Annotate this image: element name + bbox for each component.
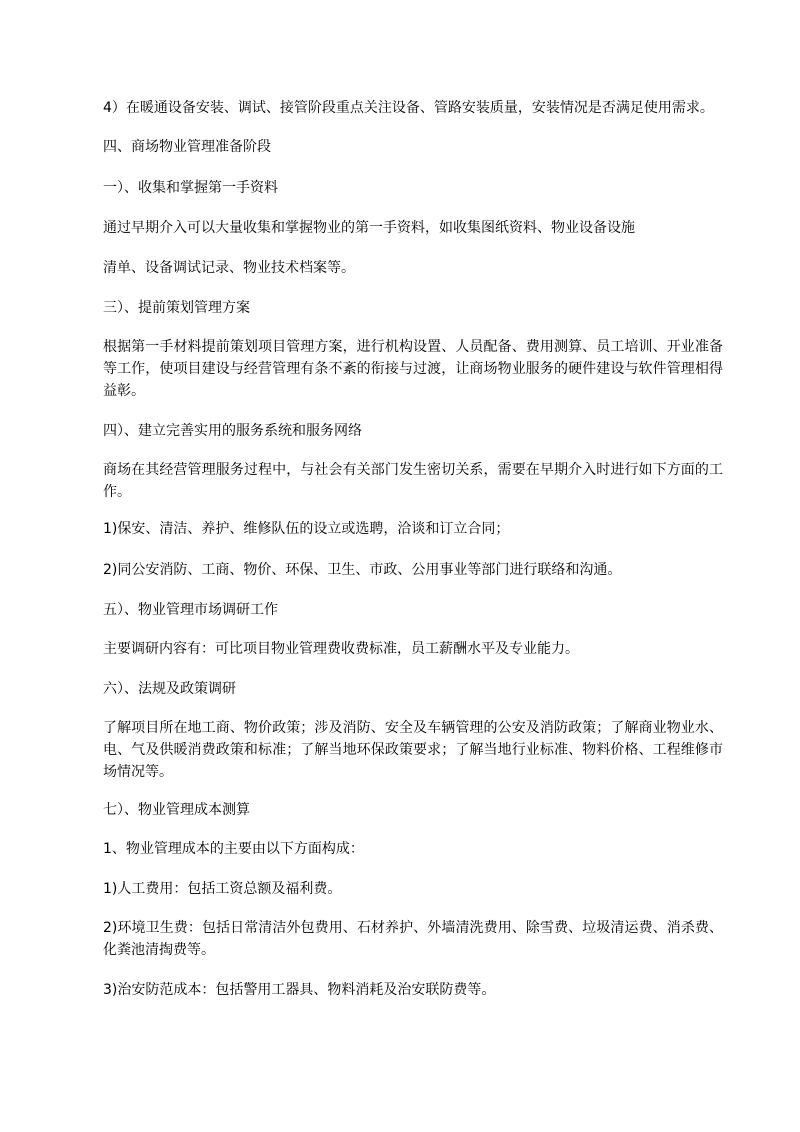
heading-market-research: 五）、物业管理市场调研工作 — [103, 602, 278, 618]
paragraph-policy-research: 了解项目所在地工商、物价政策；涉及消防、安全及车辆管理的公安及消防政策；了解商业物业水、电、气及供暖消费政策和标准；了解当地环保政策要求；了解当地行业标准、物料价格、工程维修市场情况等。 — [103, 720, 723, 780]
paragraph-hvac-installation: 4）在暖通设备安装、调试、接管阶段重点关注设备、管路安装质量，安装情况是否满足使用需求。 — [103, 100, 714, 116]
list-item-sanitation-cost: 2)环境卫生费：包括日常清洁外包费用、石材养护、外墙清洗费用、除雪费、垃圾清运费、消杀费、化粪池清掏费等。 — [103, 920, 723, 958]
list-item-security-cleaning: 1)保安、清洁、养护、维修队伍的设立或选聘，洽谈和订立合同； — [103, 521, 510, 537]
heading-section-four: 四、商场物业管理准备阶段 — [103, 139, 271, 155]
heading-policy-research: 六）、法规及政策调研 — [103, 681, 236, 697]
heading-cost-estimate: 七）、物业管理成本测算 — [103, 802, 250, 818]
paragraph-service-system: 商场在其经营管理服务过程中，与社会有关部门发生密切关系，需要在早期介入时进行如下方面的工作。 — [103, 462, 723, 500]
heading-collect-data: 一）、收集和掌握第一手资料 — [103, 180, 278, 196]
list-item-labor-cost: 1)人工费用：包括工资总额及福利费。 — [103, 881, 342, 897]
paragraph-cost-composition: 1、物业管理成本的主要由以下方面构成： — [103, 841, 364, 857]
list-item-security-cost: 3)治安防范成本：包括警用工器具、物料消耗及治安联防费等。 — [103, 982, 496, 998]
list-item-department-liaison: 2)同公安消防、工商、物价、环保、卫生、市政、公用事业等部门进行联络和沟通。 — [103, 562, 622, 578]
paragraph-early-involvement: 通过早期介入可以大量收集和掌握物业的第一手资料，如收集图纸资料、物业设备设施 — [103, 220, 635, 236]
paragraph-plan-management: 根据第一手材料提前策划项目管理方案，进行机构设置、人员配备、费用测算、员工培训、开业准备等工作，使项目建设与经营管理有条不紊的衔接与过渡，让商场物业服务的硬件建设与软件管理相得益彰。 — [103, 339, 723, 399]
paragraph-market-research: 主要调研内容有：可比项目物业管理费收费标准，员工薪酬水平及专业能力。 — [103, 641, 579, 657]
heading-plan-management: 三）、提前策划管理方案 — [103, 300, 250, 316]
heading-service-system: 四）、建立完善实用的服务系统和服务网络 — [103, 423, 362, 439]
paragraph-early-involvement-cont: 清单、设备调试记录、物业技术档案等。 — [103, 260, 355, 276]
